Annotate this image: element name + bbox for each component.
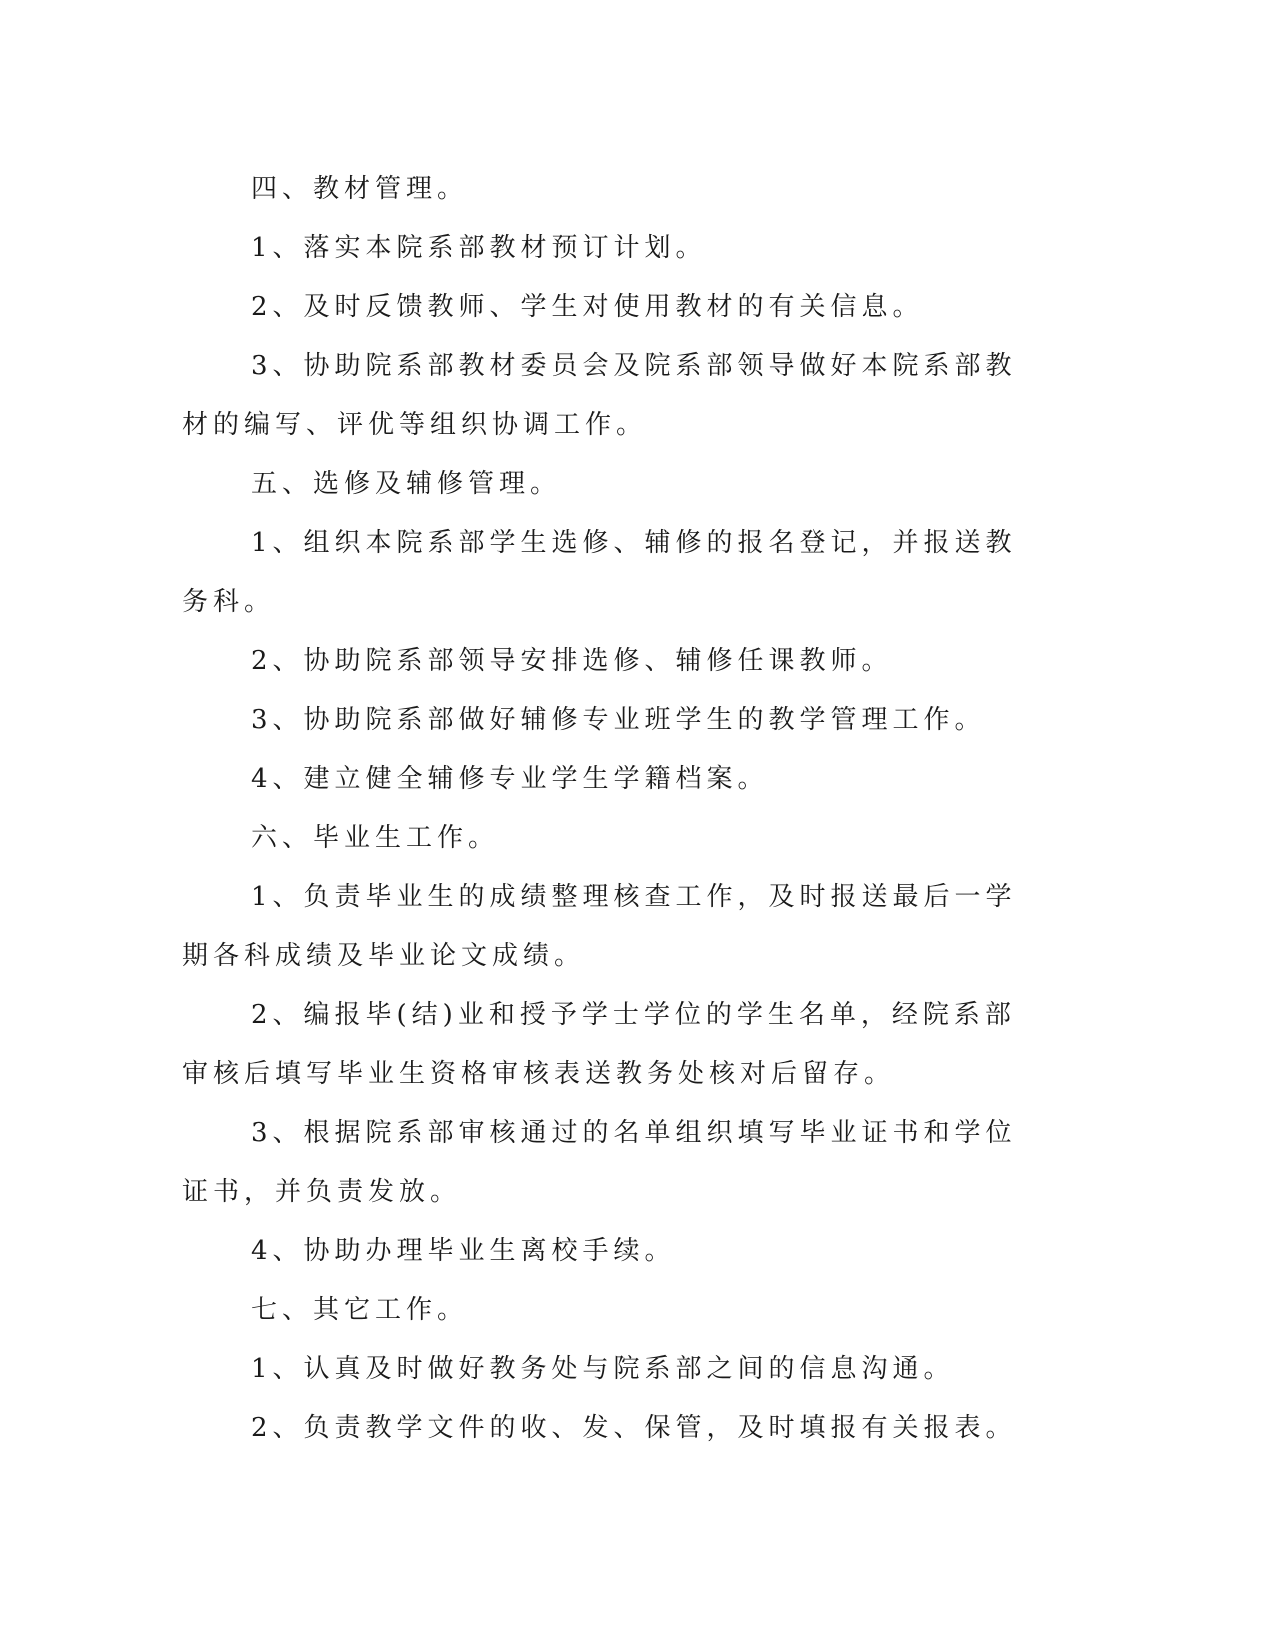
list-item: 4、建立健全辅修专业学生学籍档案。 bbox=[251, 764, 769, 794]
list-item: 1、认真及时做好教务处与院系部之间的信息沟通。 bbox=[251, 1354, 955, 1384]
section-heading-elective-management: 五、选修及辅修管理。 bbox=[251, 469, 562, 499]
section-heading-other-work: 七、其它工作。 bbox=[251, 1295, 469, 1325]
list-item: 1、落实本院系部教材预订计划。 bbox=[251, 233, 707, 263]
document-body bbox=[182, 160, 1044, 1458]
list-item: 4、协助办理毕业生离校手续。 bbox=[251, 1236, 676, 1266]
list-item: 2、负责教学文件的收、发、保管，及时填报有关报表。 bbox=[251, 1413, 1017, 1443]
list-item: 2、及时反馈教师、学生对使用教材的有关信息。 bbox=[251, 292, 924, 322]
section-heading-textbook-management: 四、教材管理。 bbox=[251, 174, 469, 204]
list-item: 2、协助院系部领导安排选修、辅修任课教师。 bbox=[251, 646, 893, 676]
list-item: 3、协助院系部做好辅修专业班学生的教学管理工作。 bbox=[251, 705, 986, 735]
list-item: 3、根据院系部审核通过的名单组织填写毕业证书和学位证书，并负责发放。 bbox=[182, 1118, 1017, 1207]
list-item: 3、协助院系部教材委员会及院系部领导做好本院系部教材的编写、评优等组织协调工作。 bbox=[182, 351, 1017, 440]
list-item: 1、组织本院系部学生选修、辅修的报名登记，并报送教务科。 bbox=[182, 528, 1017, 617]
section-heading-graduate-work: 六、毕业生工作。 bbox=[251, 823, 500, 853]
list-item: 1、负责毕业生的成绩整理核查工作，及时报送最后一学期各科成绩及毕业论文成绩。 bbox=[182, 882, 1017, 971]
list-item: 2、编报毕(结)业和授予学士学位的学生名单，经院系部审核后填写毕业生资格审核表送教务处核对后留存。 bbox=[182, 1000, 1016, 1089]
